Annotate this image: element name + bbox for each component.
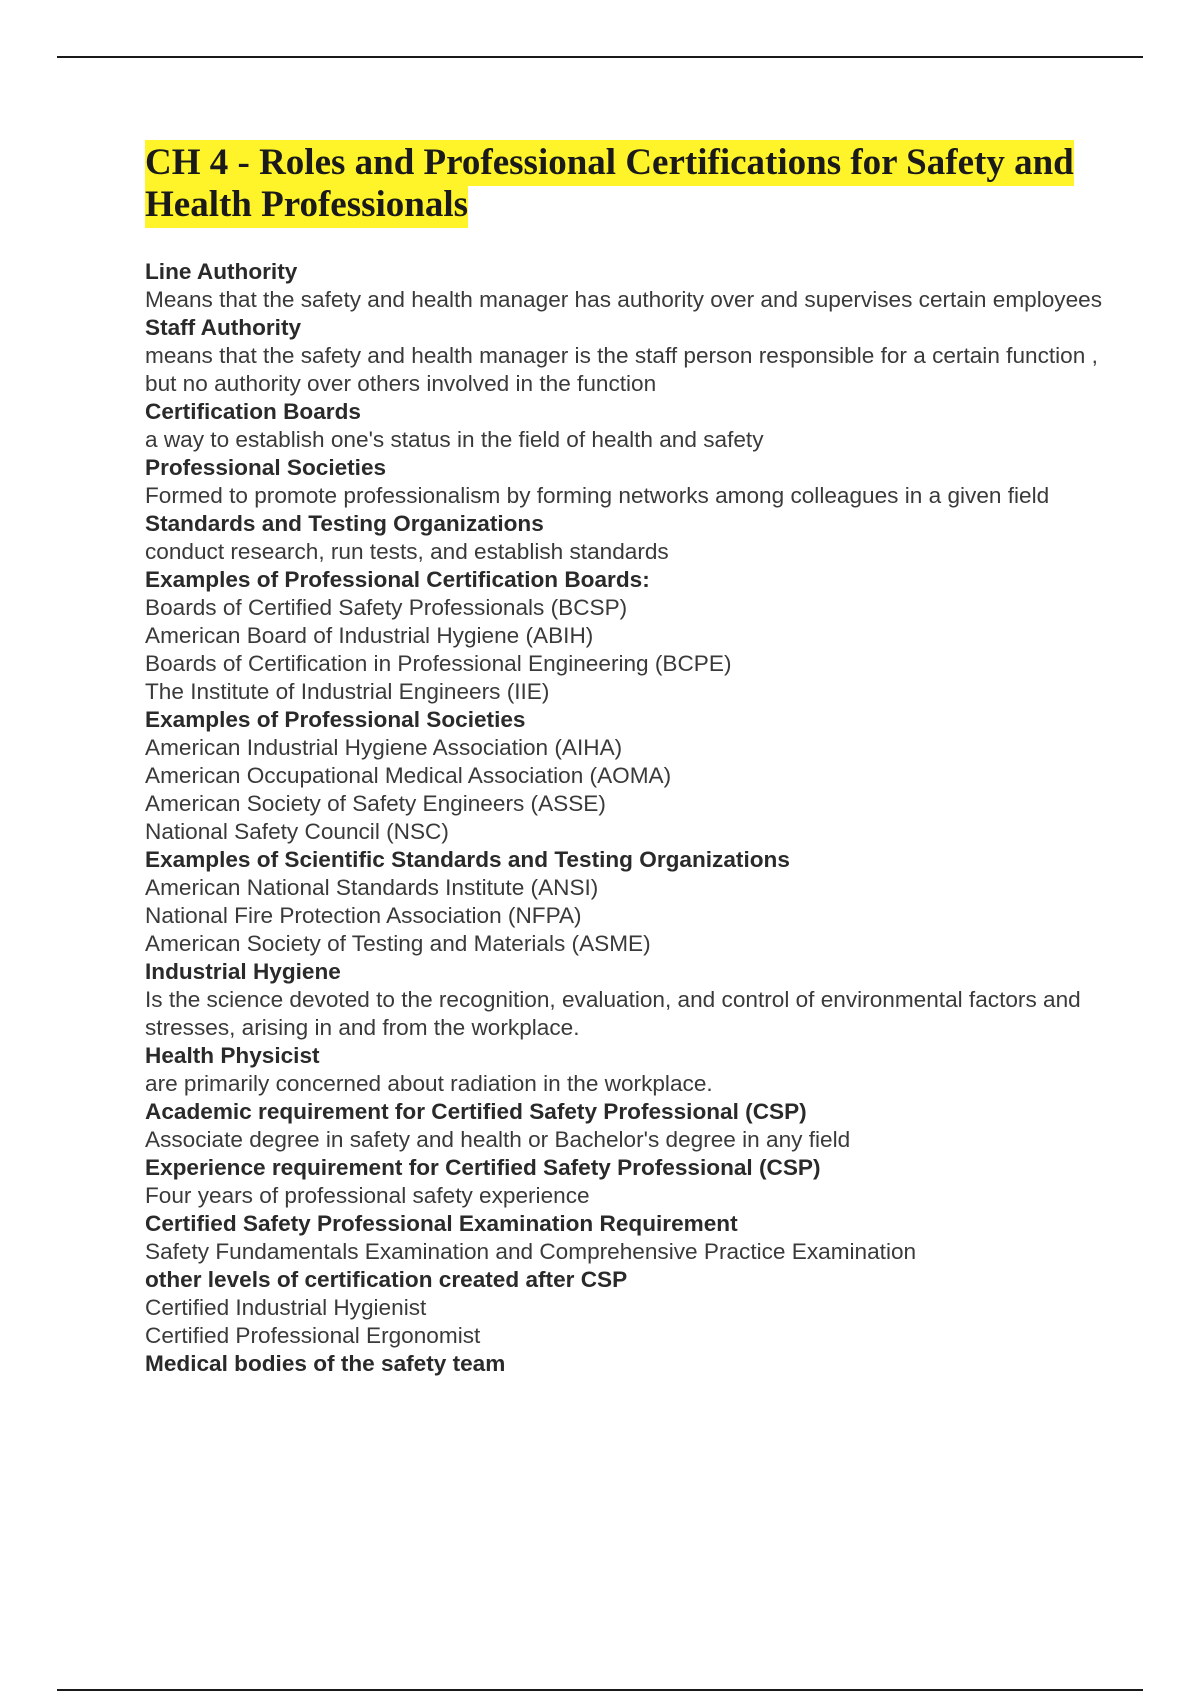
entry-term: Line Authority bbox=[145, 259, 298, 284]
entry-term: Medical bodies of the safety team bbox=[145, 1351, 506, 1376]
entry-term: Standards and Testing Organizations bbox=[145, 511, 544, 536]
entry-definition: Associate degree in safety and health or Bachelor's degree in any field bbox=[145, 1127, 851, 1152]
entry-term: Certified Safety Professional Examination Requirement bbox=[145, 1211, 738, 1236]
entry-term: Certification Boards bbox=[145, 399, 361, 424]
entry-term: other levels of certification created after CSP bbox=[145, 1267, 628, 1292]
entry-list-item: Boards of Certified Safety Professionals (BCSP) bbox=[145, 595, 628, 620]
entry-list-item: National Fire Protection Association (NFPA) bbox=[145, 903, 582, 928]
entry-list-item: American Occupational Medical Association (AOMA) bbox=[145, 763, 672, 788]
top-rule bbox=[57, 56, 1143, 58]
entry bbox=[145, 454, 1105, 510]
entry-definition: Means that the safety and health manager has authority over and supervises certain employees bbox=[145, 287, 1103, 312]
entry bbox=[145, 258, 1105, 314]
entry-term: Health Physicist bbox=[145, 1043, 320, 1068]
entry-list-item: The Institute of Industrial Engineers (IIE) bbox=[145, 679, 550, 704]
entry-term: Examples of Professional Certification Boards: bbox=[145, 567, 650, 592]
entry bbox=[145, 1350, 1105, 1378]
title-highlight: CH 4 - Roles and Professional Certifications for Safety and Health Professionals bbox=[145, 140, 1074, 228]
entry-term: Professional Societies bbox=[145, 455, 387, 480]
entry-definition: Safety Fundamentals Examination and Comprehensive Practice Examination bbox=[145, 1239, 917, 1264]
entry-definition: Four years of professional safety experience bbox=[145, 1183, 590, 1208]
entry-list-item: American Board of Industrial Hygiene (ABIH) bbox=[145, 623, 594, 648]
entry-definition: a way to establish one's status in the field of health and safety bbox=[145, 427, 764, 452]
entry bbox=[145, 398, 1105, 454]
entry-list-item: American Society of Safety Engineers (ASSE) bbox=[145, 791, 606, 816]
entry-term: Experience requirement for Certified Safety Professional (CSP) bbox=[145, 1155, 821, 1180]
entry-term: Industrial Hygiene bbox=[145, 959, 341, 984]
entry-term: Examples of Scientific Standards and Testing Organizations bbox=[145, 847, 790, 872]
entry bbox=[145, 706, 1105, 846]
entry-term: Examples of Professional Societies bbox=[145, 707, 526, 732]
entry-list-item: National Safety Council (NSC) bbox=[145, 819, 449, 844]
entry bbox=[145, 1210, 1105, 1266]
entry-list-item: Certified Industrial Hygienist bbox=[145, 1295, 427, 1320]
entry bbox=[145, 510, 1105, 566]
entry-definition: conduct research, run tests, and establish standards bbox=[145, 539, 669, 564]
entry-list-item: American Industrial Hygiene Association (AIHA) bbox=[145, 735, 623, 760]
entry-definition: Is the science devoted to the recognition, evaluation, and control of environmental factors and stresses, arising in and from the workplace. bbox=[145, 987, 1081, 1040]
entry bbox=[145, 1042, 1105, 1098]
entry bbox=[145, 1098, 1105, 1154]
entry-list-item: Certified Professional Ergonomist bbox=[145, 1323, 481, 1348]
entry bbox=[145, 846, 1105, 958]
entry-definition: Formed to promote professionalism by forming networks among colleagues in a given field bbox=[145, 483, 1050, 508]
entry bbox=[145, 958, 1105, 1042]
entry-list-item: American National Standards Institute (ANSI) bbox=[145, 875, 599, 900]
entry-list bbox=[145, 258, 1105, 1378]
entry-definition: are primarily concerned about radiation in the workplace. bbox=[145, 1071, 713, 1096]
entry bbox=[145, 1266, 1105, 1350]
entry-definition: means that the safety and health manager is the staff person responsible for a certain function , but no authority over others involved in the function bbox=[145, 343, 1098, 396]
entry bbox=[145, 1154, 1105, 1210]
entry bbox=[145, 314, 1105, 398]
entry-term: Academic requirement for Certified Safety Professional (CSP) bbox=[145, 1099, 807, 1124]
entry bbox=[145, 566, 1105, 706]
bottom-rule bbox=[57, 1689, 1143, 1691]
entry-list-item: Boards of Certification in Professional Engineering (BCPE) bbox=[145, 651, 732, 676]
entry-term: Staff Authority bbox=[145, 315, 302, 340]
entry-list-item: American Society of Testing and Materials (ASME) bbox=[145, 931, 651, 956]
page-title bbox=[145, 142, 1095, 226]
